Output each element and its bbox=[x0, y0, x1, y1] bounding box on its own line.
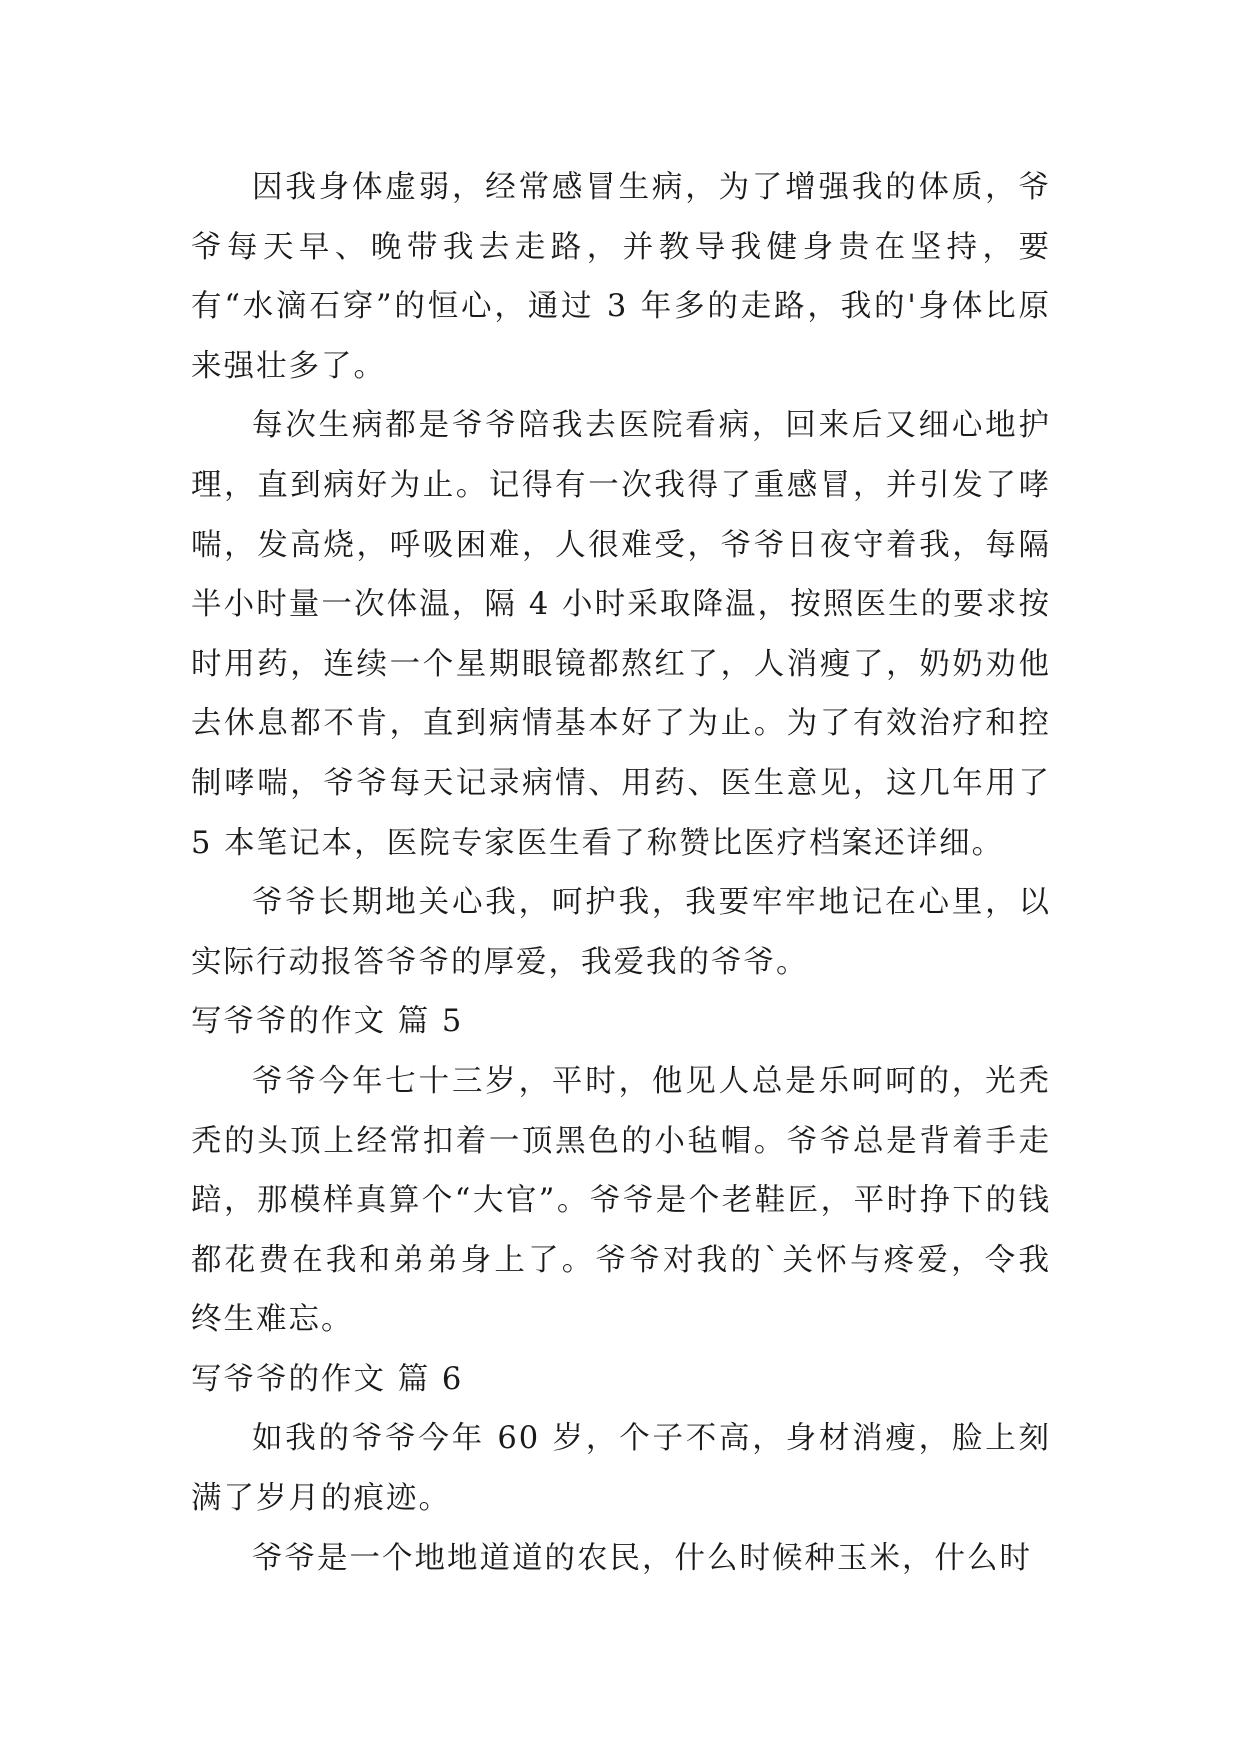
paragraph: 每次生病都是爷爷陪我去医院看病，回来后又细心地护理，直到病好为止。记得有一次我得了重感冒，并引发了哮喘，发高烧，呼吸困难，人很难受，爷爷日夜守着我，每隔半小时量一次体温，隔 4 小时采取降温，按照医生的要求按时用药，连续一个星期眼镜都熬红了，人消瘦了，奶奶劝他去休息都不肯，直到病情基本好了为止。为了有效治疗和控制哮喘，爷爷每天记录病情、用药、医生意见，这几年用了 5 本笔记本，医院专家医生看了称赞比医疗档案还详细。 bbox=[191, 408, 1051, 861]
document-page bbox=[191, 158, 1051, 1588]
section-heading: 写爷爷的作文 篇 5 bbox=[191, 1004, 464, 1040]
paragraph: 如我的爷爷今年 60 岁，个子不高，身材消瘦，脸上刻满了岁月的痕迹。 bbox=[191, 1421, 1051, 1517]
paragraph: 因我身体虚弱，经常感冒生病，为了增强我的体质，爷爷每天早、晚带我去走路，并教导我健身贵在坚持，要有“水滴石穿”的恒心，通过 3 年多的走路，我的'身体比原来强壮多了。 bbox=[191, 170, 1051, 384]
section-heading: 写爷爷的作文 篇 6 bbox=[191, 1361, 464, 1397]
paragraph: 爷爷是一个地地道道的农民，什么时候种玉米，什么时 bbox=[252, 1540, 1032, 1576]
paragraph: 爷爷长期地关心我，呵护我，我要牢牢地记在心里，以实际行动报答爷爷的厚爱，我爱我的爷爷。 bbox=[191, 885, 1051, 980]
paragraph: 爷爷今年七十三岁，平时，他见人总是乐呵呵的，光秃秃的头顶上经常扣着一顶黑色的小毡帽。爷爷总是背着手走踣，那模样真算个“大官”。爷爷是个老鞋匠，平时挣下的钱都花费在我和弟弟身上了。爷爷对我的`关怀与疼爱，令我终生难忘。 bbox=[191, 1063, 1051, 1338]
